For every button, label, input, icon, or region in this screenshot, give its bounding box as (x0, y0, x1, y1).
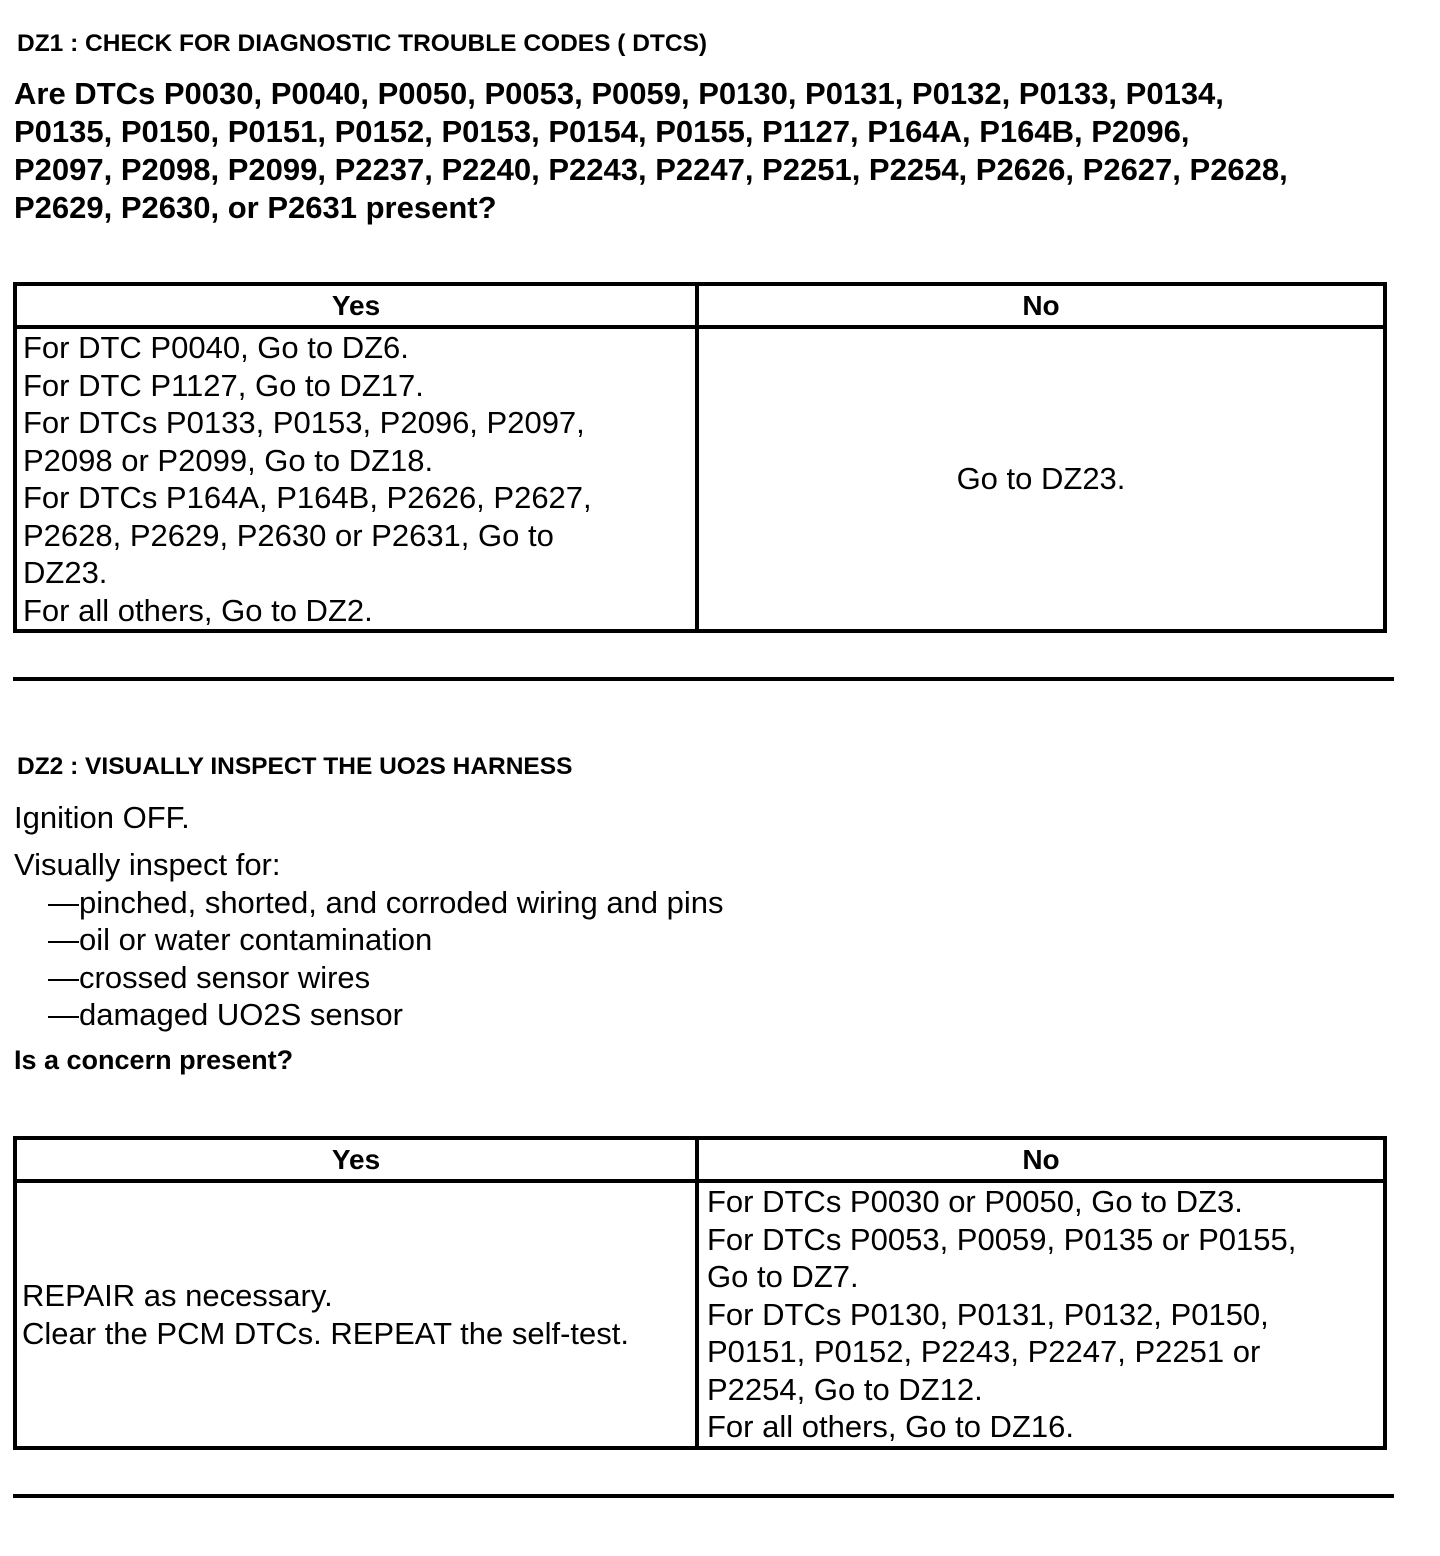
dz1-yes-line: For DTC P1127, Go to DZ17. (23, 367, 424, 403)
dz2-inspect-item: —pinched, shorted, and corroded wiring and pins (48, 884, 724, 920)
dz2-inspect-item: —oil or water contamination (48, 922, 433, 957)
dz2-decision-table (13, 1136, 1387, 1450)
dz1-step-title: DZ1 : CHECK FOR DIAGNOSTIC TROUBLE CODES ( DTCS) (17, 30, 708, 57)
dz2-no-line: P0151, P0152, P2243, P2247, P2251 or (707, 1334, 1261, 1369)
dz1-yes-line: DZ23. (23, 555, 108, 590)
dz2-no-header: No (697, 1138, 1385, 1181)
dz2-inspect-item: —damaged UO2S sensor (48, 997, 403, 1032)
dz2-ignition-text: Ignition OFF. (14, 800, 190, 835)
dz1-yes-cell (15, 327, 697, 631)
dz1-question-line: P2629, P2630, or P2631 present? (14, 190, 497, 225)
dz2-no-line: P2254, Go to DZ12. (707, 1371, 983, 1407)
dz2-no-line: For DTCs P0130, P0131, P0132, P0150, (707, 1296, 1269, 1332)
dz2-inspect-intro: Visually inspect for: (14, 847, 281, 882)
dz1-yes-line: For DTCs P0133, P0153, P2096, P2097, (23, 405, 585, 440)
dz2-no-line: For all others, Go to DZ16. (707, 1409, 1074, 1444)
dz1-question (14, 75, 1288, 227)
dz2-yes-header: Yes (15, 1138, 697, 1181)
dz1-yes-line: P2628, P2629, P2630 or P2631, Go to (23, 517, 554, 553)
dz1-question-line: P0135, P0150, P0151, P0152, P0153, P0154, P0155, P1127, P164A, P164B, P2096, (14, 114, 1190, 149)
dz2-question: Is a concern present? (14, 1045, 294, 1075)
dz1-no-cell (697, 327, 1385, 631)
section-divider (13, 1494, 1394, 1498)
dz1-yes-line: For DTCs P164A, P164B, P2626, P2627, (23, 480, 592, 515)
dz2-no-line: For DTCs P0053, P0059, P0135 or P0155, (707, 1221, 1297, 1257)
dz1-yes-line: For all others, Go to DZ2. (23, 592, 373, 628)
dz1-no-text: Go to DZ23. (956, 461, 1126, 497)
section-divider (13, 677, 1394, 681)
dz1-question-line: P2097, P2098, P2099, P2237, P2240, P2243, P2247, P2251, P2254, P2626, P2627, P2628, (14, 152, 1288, 187)
dz2-yes-cell (15, 1181, 697, 1448)
dz2-inspect-item: —crossed sensor wires (48, 959, 371, 995)
dz1-question-line: Are DTCs P0030, P0040, P0050, P0053, P0059, P0130, P0131, P0132, P0133, P0134, (14, 76, 1224, 111)
dz2-yes-line: Clear the PCM DTCs. REPEAT the self-test. (22, 1315, 629, 1351)
dz1-yes-header: Yes (15, 284, 697, 327)
dz1-no-header: No (697, 284, 1385, 327)
dz2-yes-line: REPAIR as necessary. (22, 1278, 333, 1313)
dz1-decision-table (13, 282, 1387, 633)
dz1-yes-line: For DTC P0040, Go to DZ6. (23, 330, 409, 365)
dz2-no-line: Go to DZ7. (707, 1259, 859, 1294)
dz2-step-title: DZ2 : VISUALLY INSPECT THE UO2S HARNESS (17, 753, 573, 780)
dz2-no-line: For DTCs P0030 or P0050, Go to DZ3. (707, 1184, 1243, 1219)
dz2-no-cell (697, 1181, 1385, 1448)
dz1-yes-line: P2098 or P2099, Go to DZ18. (23, 442, 434, 478)
dz2-inspect-list (14, 846, 724, 1034)
